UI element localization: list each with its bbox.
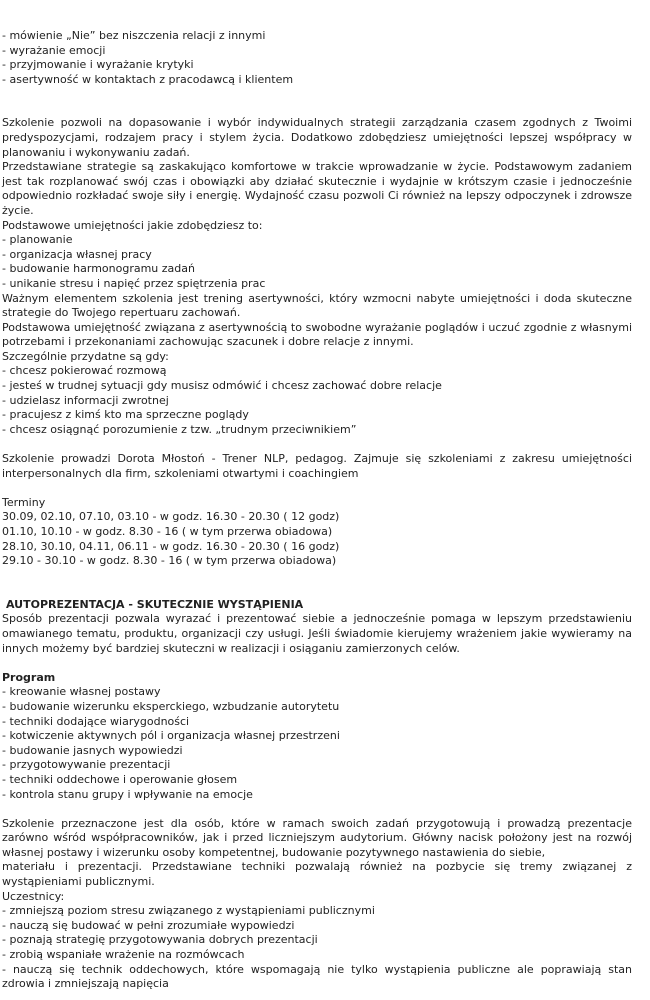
list-item: - przyjmowanie i wyrażanie krytyki xyxy=(2,58,194,72)
list-item: - nauczą się technik oddechowych, które wspomagają nie tylko wystąpienia publiczne ale poprawiają stan zdrowia i zmniejszają napięcia xyxy=(2,962,632,991)
paragraph-assertiveness: Ważnym elementem szkolenia jest trening asertywności, który wzmocni nabyte umiejętności i doda skuteczne strategie do Twojego repertuaru zachowań. xyxy=(2,291,632,320)
paragraph-audience: Szkolenie przeznaczone jest dla osób, które w ramach swoich zadań przygotowują i prowadzą prezentacje zarówno wśród współpracowników, jak i przed liczniejszym audytorium. Główny nacisk położony jest na rozwój własnej postawy i wizerunku osoby kompetentnej, budowanie pozytywnego nastawienia do siebie, xyxy=(2,816,632,859)
section-title: AUTOPREZENTACJA - SKUTECZNIE WYSTĄPIENIA xyxy=(6,597,304,611)
document-page xyxy=(2,29,632,992)
program-heading: Program xyxy=(2,670,56,684)
list-item: - nauczą się budować w pełni zrozumiałe wypowiedzi xyxy=(2,918,295,932)
list-item: - organizacja własnej pracy xyxy=(2,247,152,261)
list-item: - budowanie jasnych wypowiedzi xyxy=(2,743,183,757)
term-item: 01.10, 10.10 - w godz. 8.30 - 16 ( w tym przerwa obiadowa) xyxy=(2,525,333,538)
list-item: - poznają strategię przygotowywania dobrych prezentacji xyxy=(2,933,318,947)
paragraph-assertiveness-skill: Podstawowa umiejętność związana z asertywnością to swobodne wyrażanie poglądów i uczuć zgodnie z własnymi potrzebami i przekonaniami zachowując szacunek i dobre relacje z innymi. xyxy=(2,320,632,349)
terms-heading: Terminy xyxy=(2,495,46,509)
term-item: 28.10, 30.10, 04.11, 06.11 - w godz. 16.30 - 20.30 ( 16 godz) xyxy=(2,539,340,553)
list-item: - zrobią wspaniałe wrażenie na rozmówcach xyxy=(2,948,245,962)
list-item: - techniki dodające wiarygodności xyxy=(2,714,190,728)
paragraph-time-management: Szkolenie pozwoli na dopasowanie i wybór indywidualnych strategii zarządzania czasem zgodnych z Twoimi predyspozycjami, rodzajem pracy i stylem życia. Dodatkowo zdobędziesz umiejętności lepszej współpracy w planowaniu i wykonywaniu zadań. xyxy=(2,116,632,159)
list-item: - budowanie wizerunku eksperckiego, wzbudzanie autorytetu xyxy=(2,699,340,713)
list-item: - jesteś w trudnej sytuacji gdy musisz odmówić i chcesz zachować dobre relacje xyxy=(2,379,442,393)
term-item: 30.09, 02.10, 07.10, 03.10 - w godz. 16.30 - 20.30 ( 12 godz) xyxy=(2,510,340,524)
useful-heading: Szczególnie przydatne są gdy: xyxy=(2,349,169,363)
list-item: - planowanie xyxy=(2,233,73,247)
list-item: - chcesz pokierować rozmową xyxy=(2,364,167,378)
list-item: - kotwiczenie aktywnych pól i organizacja własnej przestrzeni xyxy=(2,729,340,743)
paragraph-strategies: Przedstawiane strategie są zaskakująco komfortowe w trakcie wprowadzanie w życie. Podstawowym zadaniem jest tak rozplanować swój czas i obowiązki aby działać skutecznie i wydajnie w krótszym czasie i jednocześnie odpowiednio rozkładać swoje siły i energię. Wydajność czasu pozwoli Ci również na lepszy odpoczynek i zdrowsze życie. xyxy=(2,160,632,217)
list-item: - techniki oddechowe i operowanie głosem xyxy=(2,772,238,786)
list-item: - budowanie harmonogramu zadań xyxy=(2,262,195,276)
participants-heading: Uczestnicy: xyxy=(2,889,65,903)
list-item: - kontrola stanu grupy i wpływanie na emocje xyxy=(2,787,253,801)
list-item: - chcesz osiągnąć porozumienie z tzw. „trudnym przeciwnikiem” xyxy=(2,422,357,436)
list-item: - pracujesz z kimś kto ma sprzeczne poglądy xyxy=(2,408,249,422)
skills-heading: Podstawowe umiejętności jakie zdobędziesz to: xyxy=(2,218,263,232)
paragraph-trainer: Szkolenie prowadzi Dorota Młostoń - Trener NLP, pedagog. Zajmuje się szkoleniami z zakresu umiejętności interpersonalnych dla firm, szkoleniami otwartymi i coachingiem xyxy=(2,452,632,480)
term-item: 29.10 - 30.10 - w godz. 8.30 - 16 ( w tym przerwa obiadowa) xyxy=(2,554,337,568)
paragraph-self-presentation: Sposób prezentacji pozwala wyrazać i prezentować siebie a jednocześnie pomaga w lepszym przedstawieniu omawianego tematu, produktu, organizacji czy usługi. Jeśli świadomie kierujemy wrażeniem jakie wywieramy na innych możemy być bardziej skuteczni w realizacji i osiąganiu zamierzonych celów. xyxy=(2,612,632,655)
list-item: - wyrażanie emocji xyxy=(2,43,106,57)
list-item: - mówienie „Nie” bez niszczenia relacji z innymi xyxy=(2,29,266,42)
paragraph-techniques: materiału i prezentacji. Przedstawiane techniki pozwalają również na pozbycie się tremy związanej z wystąpieniami publicznymi. xyxy=(2,860,632,889)
list-item: - asertywność w kontaktach z pracodawcą i klientem xyxy=(2,72,294,86)
list-item: - udzielasz informacji zwrotnej xyxy=(2,393,169,407)
list-item: - unikanie stresu i napięć przez spiętrzenia prac xyxy=(2,276,266,290)
list-item: - zmniejszą poziom stresu związanego z wystąpieniami publicznymi xyxy=(2,904,375,918)
list-item: - przygotowywanie prezentacji xyxy=(2,758,171,772)
list-item: - kreowanie własnej postawy xyxy=(2,685,161,699)
